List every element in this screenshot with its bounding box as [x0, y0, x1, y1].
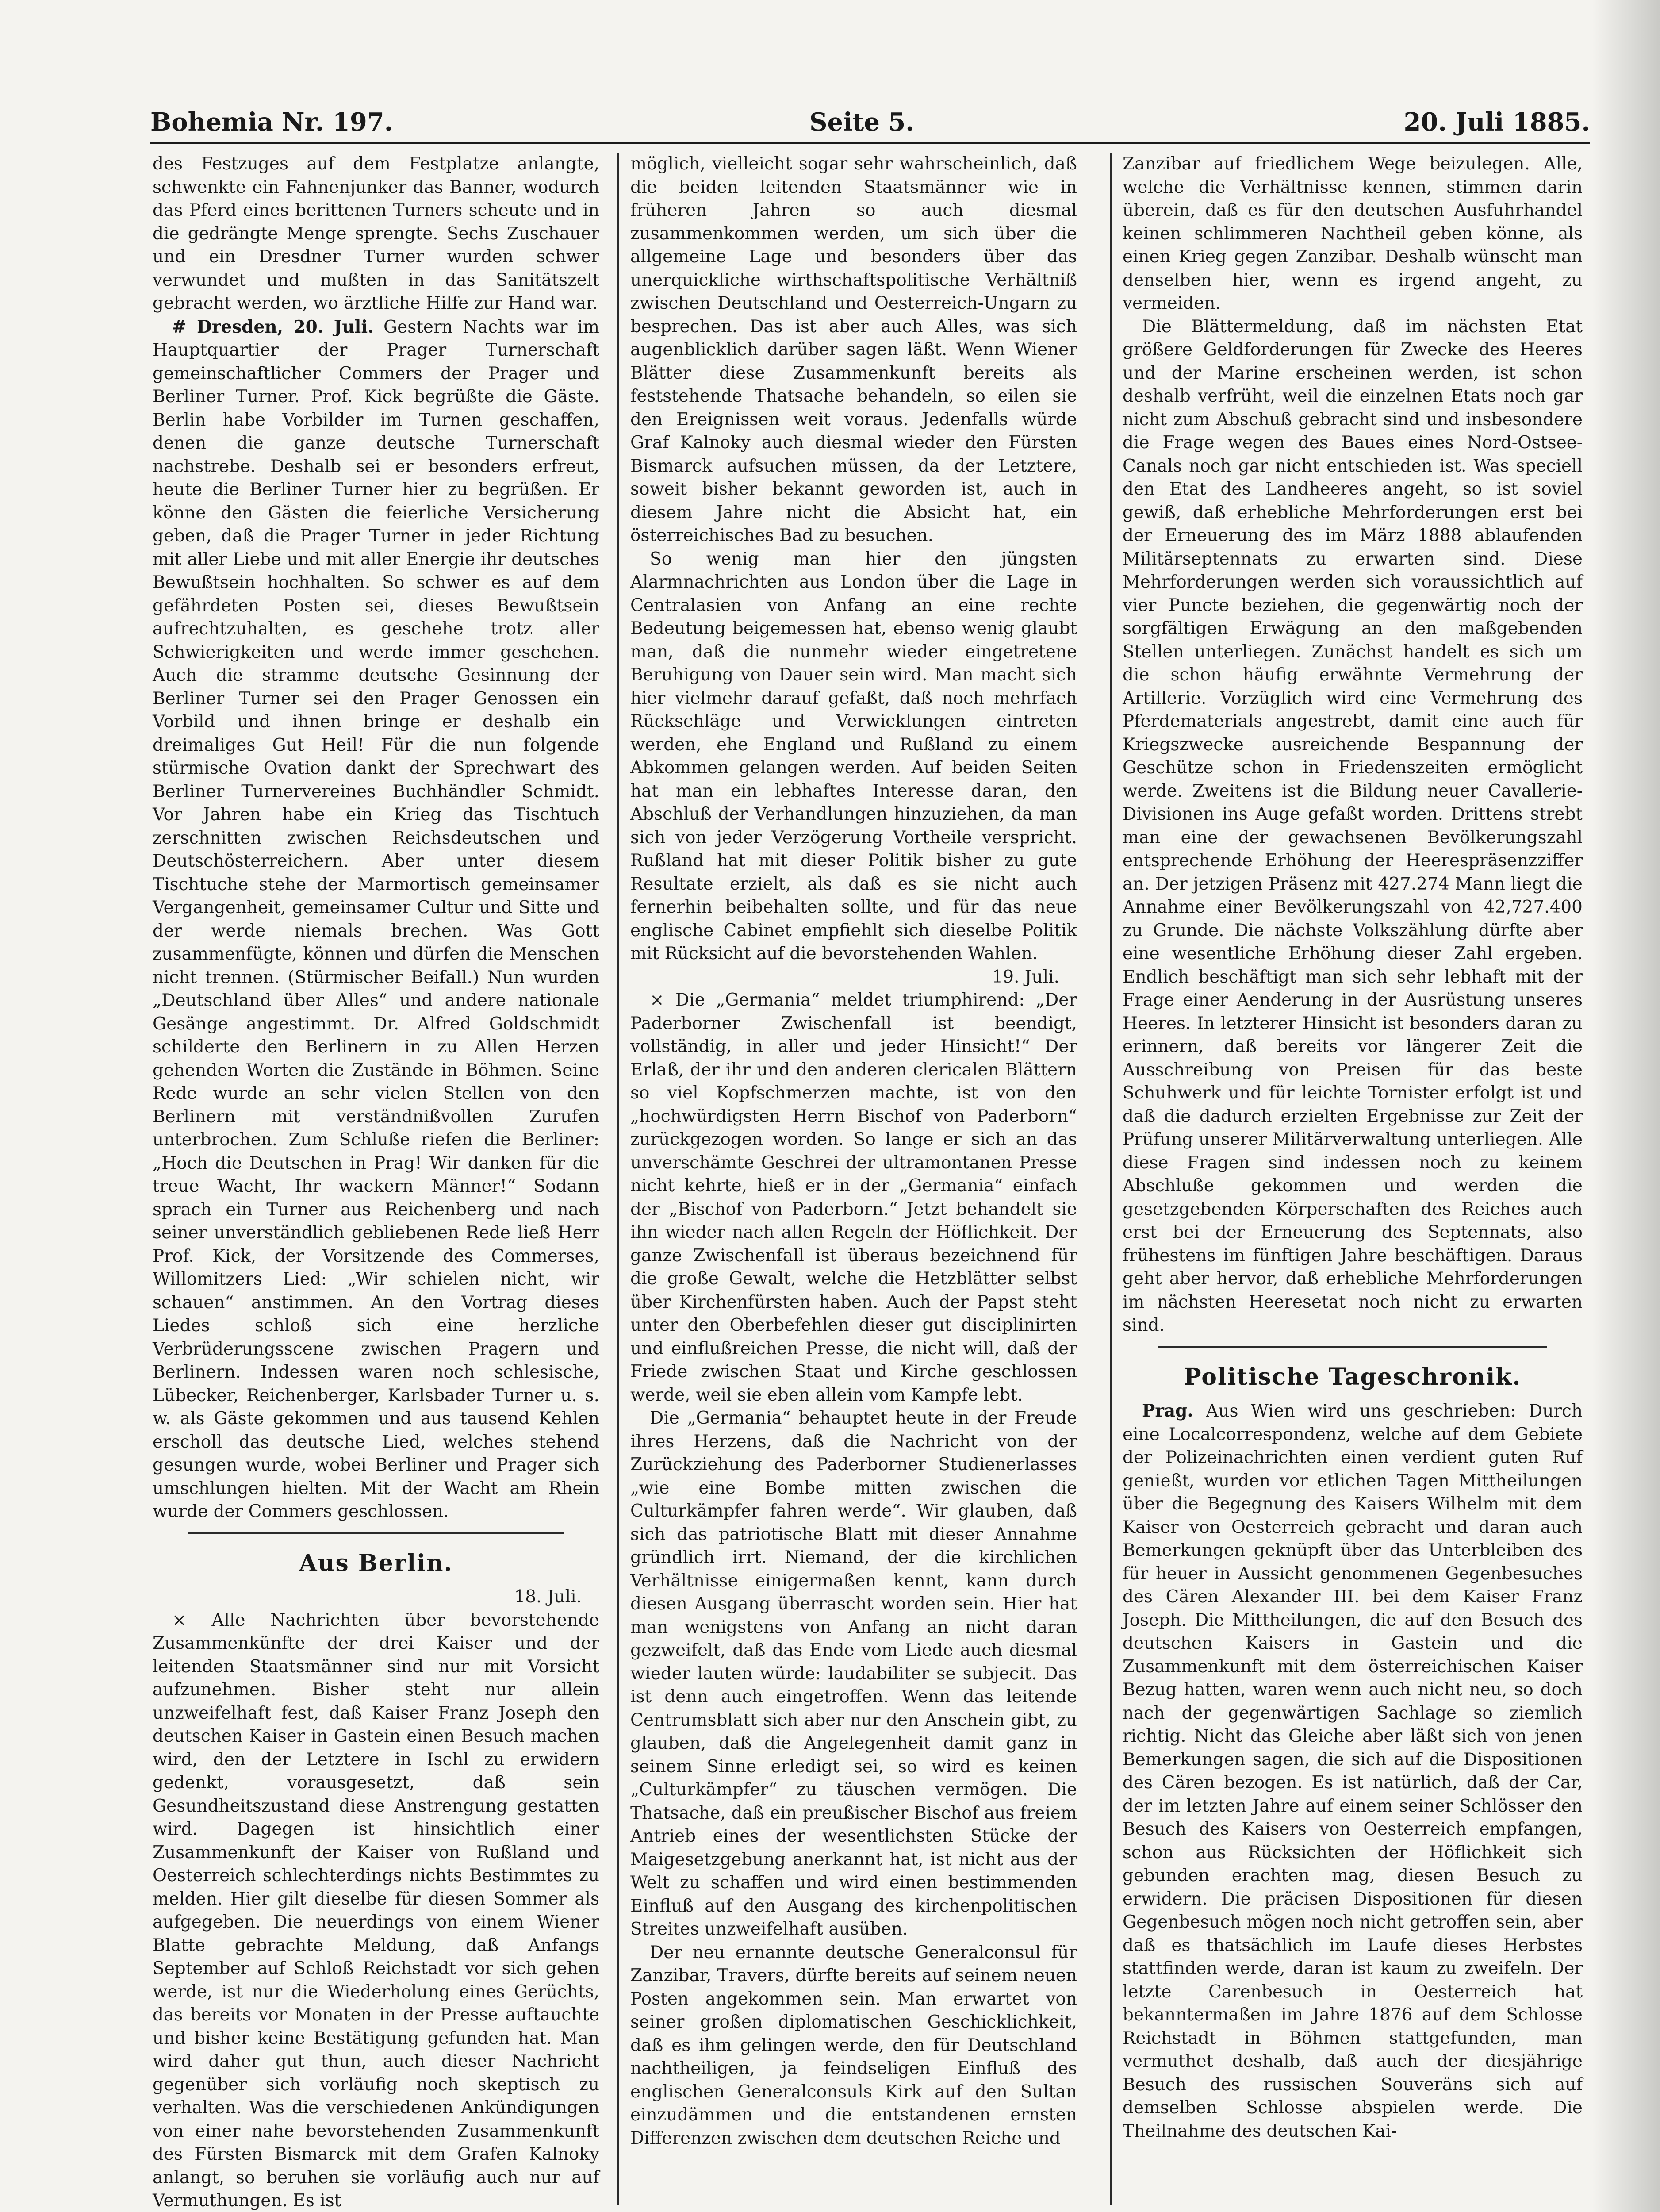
paragraph-staatsmaenner: möglich, vielleicht sogar sehr wahrscheinlich, daß die beiden leitenden Staatsmänner wie in früheren Jahren so auch diesmal zusammenkommen werden, um sich über die allgemeine Lage und besonders über das unerquickliche wirthschaftspolitische Verhältniß zwischen Deutschland und Oesterreich-Ungarn zu besprechen. Das ist aber auch Alles, was sich augenblicklich darüber sagen läßt. Wenn Wiener Blätter diese Zusammenkunft bereits als feststehende Thatsache behandeln, so eilen sie den Ereignissen weit voraus. Jedenfalls würde Graf Kalnoky auch diesmal wieder den Fürsten Bismarck aufsuchen müssen, da der Letztere, soweit bisher bekannt geworden ist, auch in diesem Jahre nicht die Absicht hat, ein österreichisches Bad zu besuchen. — [630, 154, 1077, 545]
paragraph-prag — [1123, 1399, 1583, 2143]
header-rule — [150, 142, 1590, 144]
column-1 — [153, 153, 599, 2212]
section-separator — [188, 1532, 564, 1534]
paragraph-dresden-text: Gestern Nachts war im Hauptquartier der Prager Turnerschaft gemeinschaftlicher Commers der Prager und Berliner Turner. Prof. Kick begrüßte die Gäste. Berlin habe Vorbilder im Turnen geschaffen, denen die ganze deutsche Turnerschaft nachstrebe. Deshalb sei er besonders erfreut, heute die Berliner Turner hier zu begrüßen. Er könne den Gästen die feierliche Versicherung geben, daß die Prager Turner in jeder Richtung mit aller Liebe und mit aller Energie ihr deutsches Bewußtsein hochhalten. So schwer es auf dem gefährdeten Posten sei, dieses Bewußtsein aufrechtzuhalten, es geschehe trotz aller Schwierigkeiten und werde immer geschehen. Auch die stramme deutsche Gesinnung der Berliner Turner sei den Prager Genossen ein Vorbild und ihnen bringe er deshalb ein dreimaliges Gut Heil! Für die nun folgende stürmische Ovation dankt der Sprechwart des Berliner Turnervereines Buchhändler Schmidt. Vor Jahren habe ein Krieg das Tischtuch zerschnitten zwischen Reichsdeutschen und Deutschösterreichern. Aber unter diesem Tischtuche stehe der Marmortisch gemeinsamer Vergangenheit, gemeinsamer Cultur und Sitte und der werde niemals brechen. Was Gott zusammenfügte, können und dürfen die Menschen nicht trennen. (Stürmischer Beifall.) Nun wurden „Deutschland über Alles“ und andere nationale Gesänge angestimmt. Dr. Alfred Goldschmidt schilderte den Berlinern in zu Allen Herzen gehenden Worten die Zustände in Böhmen. Seine Rede wurde an sehr vielen Stellen von den Berlinern mit verständnißvollen Zurufen unterbrochen. Zum Schluße riefen die Berliner: „Hoch die Deutschen in Prag! Wir danken für die treue Wacht, Ihr wackern Männer!“ Sodann sprach ein Turner aus Reichenberg und nach seiner unverständlich gebliebenen Rede ließ Herr Prof. Kick, der Vorsitzende des Commerses, Willomitzers Lied: „Wir schielen nicht, wir schauen“ anstimmen. An den Vortrag dieses Liedes schloß sich eine herzliche Verbrüderungsscene zwischen Pragern und Berlinern. Indessen waren noch schlesische, Lübecker, Reichenberger, Karlsbader Turner u. s. w. als Gäste gekommen und aus tausend Kehlen erscholl das deutsche Lied, welches stehend gesungen wurde, wobei Berliner und Prager sich umschlungen hielten. Mit der Wacht am Rhein wurde der Commers geschlossen. — [153, 317, 599, 1521]
paragraph-festzug: des Festzuges auf dem Festplatze anlangte, schwenkte ein Fahnenjunker das Banner, wodurch das Pferd eines berittenen Turners scheute und in die gedrängte Menge sprengte. Sechs Zuschauer und ein Dresdner Turner wurden schwer verwundet und mußten in das Sanitätszelt gebracht werden, wo ärztliche Hilfe zur Hand war. — [153, 154, 599, 313]
dateline-19-juli: 19. Juli. — [992, 967, 1059, 987]
paragraph-centralasien: So wenig man hier den jüngsten Alarmnachrichten aus London über die Lage in Centralasien von Anfang an eine rechte Bedeutung beigemessen hat, ebenso wenig glaubt man, daß die nunmehr wieder eingetretene Beruhigung von Dauer sein wird. Man macht sich hier vielmehr darauf gefaßt, daß noch mehrfach Rückschläge und Verwicklungen eintreten werden, ehe England und Rußland zu einem Abkommen gelangen werden. Auf beiden Seiten hat man ein lebhaftes Interesse daran, den Abschluß der Verhandlungen hinzuziehen, da man sich von jeder Verzögerung Vortheile verspricht. Rußland hat mit dieser Politik bisher zu gute Resultate erzielt, als daß es sie nicht auch fernerhin beibehalten sollte, und für das neue englische Cabinet empfiehlt sich dieselbe Politik mit Rücksicht auf die bevorstehenden Wahlen. — [630, 549, 1077, 964]
paragraph-prag-text: Aus Wien wird uns geschrieben: Durch eine Localcorrespondenz, welche auf dem Gebiete der Polizeinachrichten einen verdient guten Ruf genießt, wurden vor etlichen Tagen Mittheilungen über die Begegnung des Kaisers Wilhelm mit dem Kaiser von Oesterreich gebracht und daran auch Bemerkungen geknüpft über das Unterbleiben des für heuer in Aussicht genommenen Gegenbesuches des Cären Alexander III. bei dem Kaiser Franz Joseph. Die Mittheilungen, die auf den Besuch des deutschen Kaisers in Gastein und die Zusammenkunft mit dem österreichischen Kaiser Bezug hatten, waren wenn auch nicht neu, so doch nach der gegenwärtigen Sachlage so ziemlich richtig. Nicht das Gleiche aber läßt sich von jenen Bemerkungen sagen, die sich auf die Dispositionen des Cären bezogen. Es ist natürlich, daß der Car, der im letzten Jahre auf einem seiner Schlösser den Besuch des Kaisers von Oesterreich empfangen, schon aus Rücksichten der Höflichkeit sich gebunden erachten mag, diesen Besuch zu erwidern. Die präcisen Dispositionen für diesen Gegenbesuch mögen noch nicht getroffen sein, aber daß es thatsächlich im Laufe dieses Herbstes stattfinden werde, daran ist kaum zu zweifeln. Der letzte Carenbesuch in Oesterreich hat bekanntermaßen im Jahre 1876 auf dem Schlosse Reichstadt in Böhmen stattgefunden, man vermuthet deshalb, daß auch der diesjährige Besuch des russischen Souveräns sich auf demselben Schlosse abspielen werde. Die Theilnahme des deutschen Kai- — [1123, 1401, 1583, 2141]
column-divider-2 — [1110, 153, 1112, 2205]
dateline-18-juli: 18. Juli. — [514, 1587, 582, 1607]
paragraph-dresden — [153, 315, 599, 1524]
paragraph-kaiser-zusammenkunft: × Alle Nachrichten über bevorstehende Zusammenkünfte der drei Kaiser und der leitenden Staatsmänner sind nur mit Vorsicht aufzunehmen. Bisher steht nur allein unzweifelhaft fest, daß Kaiser Franz Joseph den deutschen Kaiser in Gastein einen Besuch machen wird, den der Letztere in Ischl zu erwidern gedenkt, vorausgesetzt, daß sein Gesundheitszustand diese Anstrengung gestatten wird. Dagegen ist hinsichtlich einer Zusammenkunft der Kaiser von Rußland und Oesterreich schlechterdings nichts Bestimmtes zu melden. Hier gilt dieselbe für diesen Sommer als aufgegeben. Die neuerdings von einem Wiener Blatte gebrachte Meldung, daß Anfangs September auf Schloß Reichstadt vor sich gehen werde, ist nur die Wiederholung eines Gerüchts, das bereits vor Monaten in der Presse auftauchte und bisher keine Bestätigung gefunden hat. Man wird daher gut thun, auch dieser Nachricht gegenüber sich vorläufig noch skeptisch zu verhalten. Was die verschiedenen Ankündigungen von einer nahe bevorstehenden Zusammenkunft des Fürsten Bismarck mit dem Grafen Kalnoky anlangt, so beruhen sie vorläufig auch nur auf Vermuthungen. Es ist — [153, 1610, 599, 2211]
dateline-prag: Prag. — [1142, 1401, 1193, 1421]
paragraph-zanzibar: Der neu ernannte deutsche Generalconsul für Zanzibar, Travers, dürfte bereits auf seinem neuen Posten angekommen sein. Man erwartet von seiner großen diplomatischen Geschicklichkeit, daß es ihm gelingen werde, den für Deutschland nachtheiligen, ja feindseligen Einfluß des englischen Generalconsuls Kirk auf den Sultan einzudämmen und die entstandenen ernsten Differenzen zwischen dem deutschen Reiche und — [630, 1942, 1077, 2148]
header-page-number: Seite 5. — [809, 108, 914, 137]
section-title-tageschronik: Politische Tageschronik. — [1184, 1363, 1522, 1390]
paragraph-heeresetat: Die Blättermeldung, daß im nächsten Etat größere Geldforderungen für Zwecke des Heeres und der Marine erscheinen werden, ist schon deshalb verfrüht, weil die einzelnen Etats noch gar nicht zum Abschuß gebracht sind und insbesondere die Frage wegen des Baues eines Nord-Ostsee-Canals noch gar nicht entschieden ist. Was speciell den Etat des Landheeres angeht, so ist soviel gewiß, daß erhebliche Mehrforderungen erst bei der Erneuerung des im März 1888 ablaufenden Militärseptennats zu erwarten sind. Diese Mehrforderungen werden sich voraussichtlich auf vier Puncte beziehen, die gegenwärtig noch der sorgfältigen Erwägung an den maßgebenden Stellen unterliegen. Zunächst handelt es sich um die schon häufig erwähnte Vermehrung der Artillerie. Vorzüglich wird eine Vermehrung des Pferdematerials angestrebt, damit eine auch für Kriegszwecke ausreichende Bespannung der Geschütze schon in Friedenszeiten ermöglicht werde. Zweitens ist die Bildung neuer Cavallerie-Divisionen ins Auge gefaßt worden. Drittens strebt man eine der gewachsenen Bevölkerungszahl entsprechende Erhöhung der Heerespräsenzziffer an. Der jetzigen Präsenz mit 427.274 Mann liegt die Annahme einer Bevölkerungszahl von 42,727.400 zu Grunde. Die nächste Volkszählung dürfte aber eine wesentliche Erhöhung dieser Zahl ergeben. Endlich beschäftigt man sich sehr lebhaft mit der Frage einer Aenderung in der Ausrüstung unseres Heeres. In letzterer Hinsicht ist besonders daran zu erinnern, daß bereits vor längerer Zeit die Ausschreibung von Preisen für das beste Schuhwerk und für leichte Tornister erfolgt ist und daß die dadurch erzielten Ergebnisse zur Zeit der Prüfung unserer Militärverwaltung unterliegen. Alle diese Fragen sind indessen noch zu keinem Abschluße gekommen und werden die gesetzgebenden Körperschaften des Reiches auch erst bei der Erneuerung des Septennats, also frühestens im fünftigen Jahre beschäftigen. Daraus geht aber hervor, daß erhebliche Mehrforderungen im nächsten Heeresetat noch nicht zu erwarten sind. — [1123, 316, 1583, 1335]
section-separator-2 — [1158, 1346, 1547, 1348]
dateline-dresden: # Dresden, 20. Juli. — [172, 316, 374, 337]
column-divider-1 — [617, 153, 619, 2205]
paragraph-germania-2: Die „Germania“ behauptet heute in der Freude ihres Herzens, daß die Nachricht von der Zurückziehung des Paderborner Studienerlasses „wie eine Bombe mitten zwischen die Culturkämpfer fahren werde“. Wir glauben, daß sich das patriotische Blatt mit dieser Annahme gründlich irrt. Niemand, der die kirchlichen Verhältnisse einigermaßen kennt, kann durch diesen Ausgang überrascht worden sein. Hier hat man wenigstens von Anfang an nicht daran gezweifelt, daß das Ende vom Liede auch diesmal wieder lauten würde: laudabiliter se subjecit. Das ist denn auch eingetroffen. Wenn das leitende Centrumsblatt sich aber nur den Anschein gibt, zu glauben, daß die Angelegenheit damit ganz in seinem Sinne erledigt sei, so wird es keinen „Culturkämpfer“ zu täuschen vermögen. Die Thatsache, daß ein preußischer Bischof aus freiem Antrieb eines der wesentlichsten Stücke der Maigesetzgebung anerkannt hat, ist nicht aus der Welt zu schaffen und wird einen bestimmenden Einfluß auf den Ausgang des kirchenpolitischen Streites unzweifelhaft ausüben. — [630, 1408, 1077, 1939]
page-header — [150, 100, 1590, 139]
paragraph-zanzibar-cont: Zanzibar auf friedlichem Wege beizulegen. Alle, welche die Verhältnisse kennen, stimmen darin überein, daß es für den deutschen Ausfuhrhandel keinen schlimmeren Nachtheil geben könne, als einen Krieg gegen Zanzibar. Deshalb wünscht man denselben hier, wenn es irgend angeht, zu vermeiden. — [1123, 154, 1583, 313]
paragraph-germania: × Die „Germania“ meldet triumphirend: „Der Paderborner Zwischenfall ist beendigt, vollständig, in aller und jeder Hinsicht!“ Der Erlaß, der ihr und den anderen clericalen Blättern so viel Kopfschmerzen machte, ist von den „hochwürdigsten Herrn Bischof von Paderborn“ zurückgezogen worden. So lange er sich an das unverschämte Geschrei der ultramontanen Presse nicht kehrte, hieß er in der „Germania“ einfach der „Bischof von Paderborn.“ Jetzt behandelt sie ihn wieder nach allen Regeln der Höflichkeit. Der ganze Zwischenfall ist überaus bezeichnend für die große Gewalt, welche die Hetzblätter selbst über Kirchenfürsten haben. Auch der Papst steht unter den Oberbefehlen dieser gut disciplinirten und einflußreichen Presse, die nicht will, daß der Friede zwischen Staat und Kirche geschlossen werde, weil sie eben allein vom Kampfe lebt. — [630, 990, 1077, 1405]
header-date: 20. Juli 1885. — [1403, 108, 1590, 137]
scan-edge-shadow — [1592, 0, 1660, 2212]
column-2 — [630, 153, 1077, 2150]
section-title-aus-berlin: Aus Berlin. — [299, 1549, 453, 1577]
column-3 — [1123, 153, 1583, 2143]
header-publication: Bohemia Nr. 197. — [150, 108, 393, 137]
